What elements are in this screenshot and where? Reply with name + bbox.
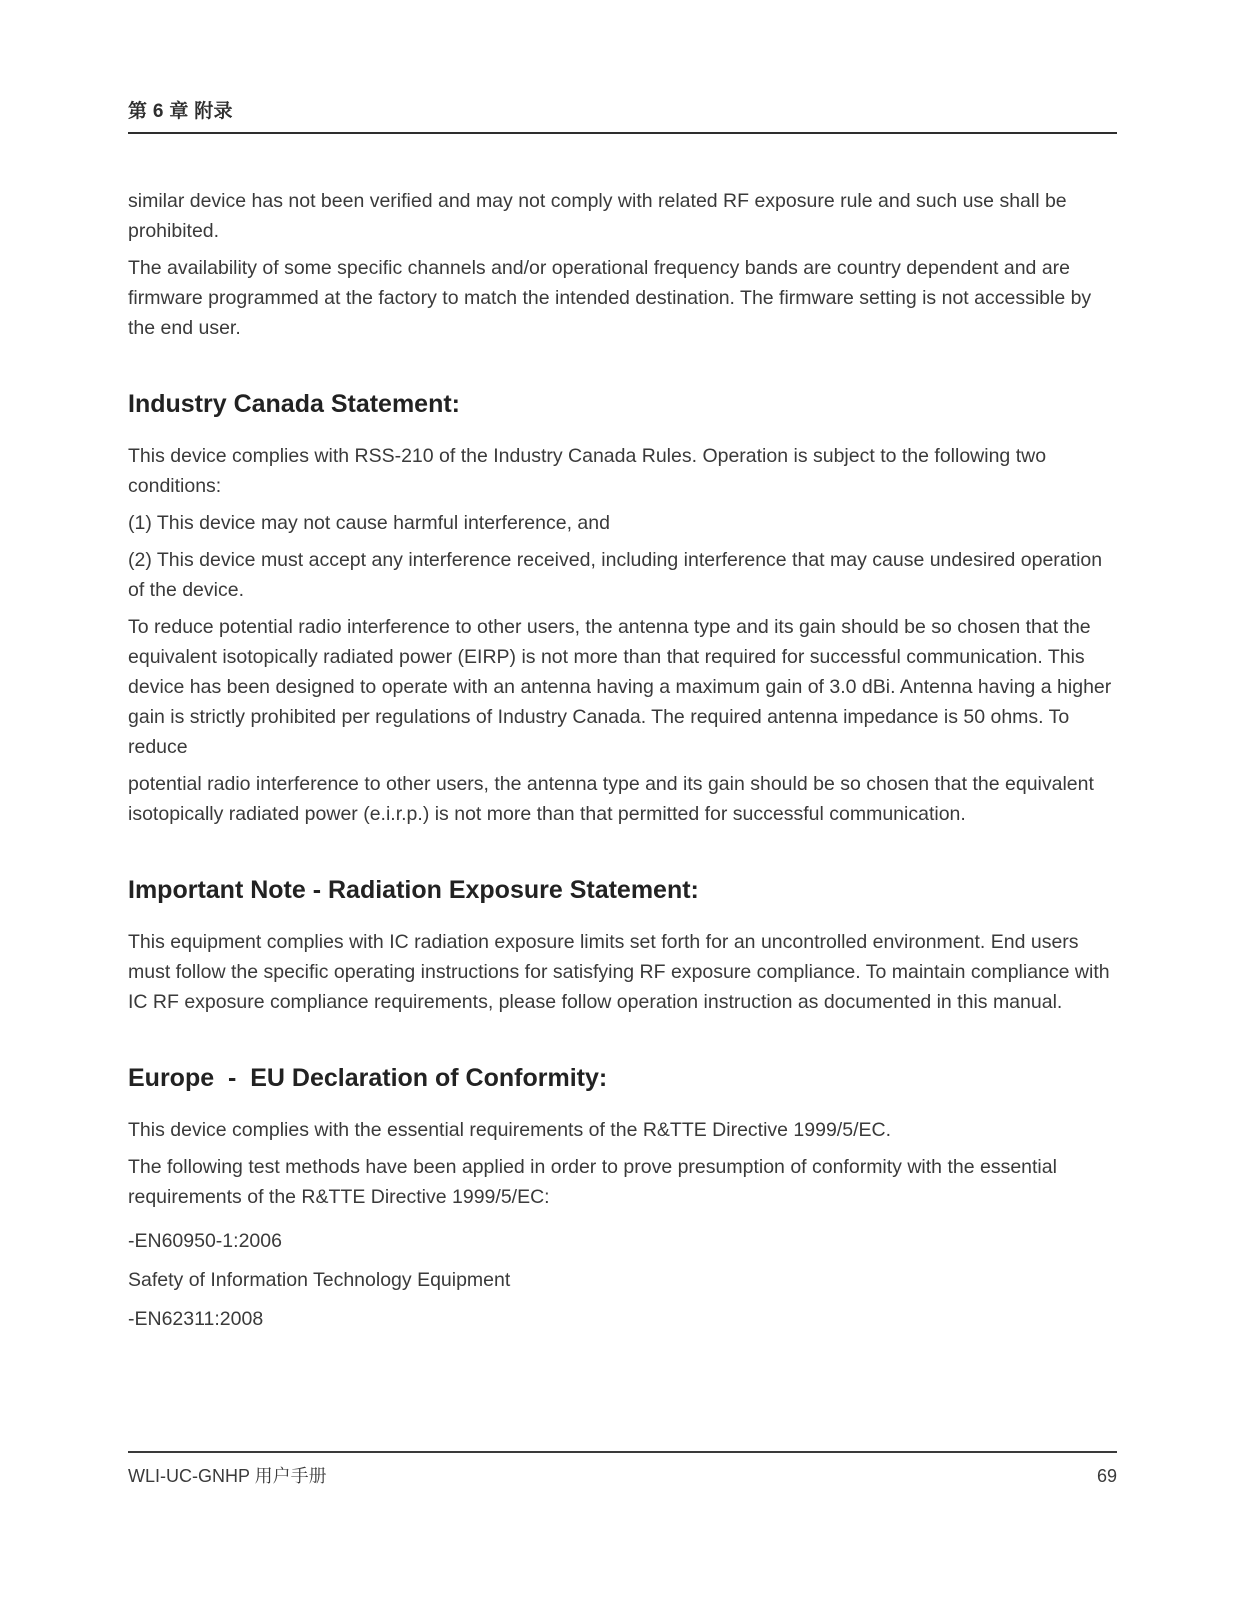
standard-line-safety: Safety of Information Technology Equipment <box>128 1269 511 1291</box>
page-body <box>128 134 1117 1334</box>
section-heading-eu-declaration: Europe - EU Declaration of Conformity: <box>128 1064 608 1092</box>
footer-rule <box>128 1451 1117 1453</box>
paragraph: This equipment complies with IC radiation exposure limits set forth for an uncontrolled environment. End users must follow the specific operating instructions for satisfying RF exposure compliance. To maintain compliance with IC RF exposure compliance requirements, please follow operation instruction as documented in this manual. <box>128 931 1110 1013</box>
page-footer <box>128 1451 1117 1488</box>
paragraph: This device complies with RSS-210 of the Industry Canada Rules. Operation is subject to the following two conditions: <box>128 445 1047 497</box>
paragraph: This device complies with the essential requirements of the R&TTE Directive 1999/5/EC. <box>128 1119 891 1141</box>
standard-line-en62311: -EN62311:2008 <box>128 1308 264 1330</box>
section-heading-industry-canada: Industry Canada Statement: <box>128 390 461 418</box>
footer-row <box>128 1462 1117 1488</box>
chapter-title: 第 6 章 附录 <box>128 101 233 122</box>
page-number: 69 <box>1096 1466 1117 1486</box>
section-heading-radiation-exposure: Important Note - Radiation Exposure Statement: <box>128 876 699 904</box>
standard-line-en60950: -EN60950-1:2006 <box>128 1230 282 1252</box>
paragraph: potential radio interference to other users, the antenna type and its gain should be so chosen that the equivalent isotopically radiated power (e.i.r.p.) is not more than that permitted for successful communication. <box>128 773 1094 825</box>
page-header <box>128 0 1117 134</box>
paragraph-intro-1: similar device has not been verified and may not comply with related RF exposure rule and such use shall be prohibited. <box>128 190 1067 242</box>
manual-title: WLI-UC-GNHP 用户手册 <box>128 1466 327 1486</box>
paragraph-condition-1: (1) This device may not cause harmful interference, and <box>128 512 610 534</box>
paragraph: The following test methods have been applied in order to prove presumption of conformity with the essential requirements of the R&TTE Directive 1999/5/EC: <box>128 1156 1057 1208</box>
paragraph-intro-2: The availability of some specific channels and/or operational frequency bands are country dependent and are firmware programmed at the factory to match the intended destination. The firmware setting is not accessible by the end user. <box>128 257 1092 339</box>
paragraph-condition-2: (2) This device must accept any interference received, including interference that may cause undesired operation of the device. <box>128 549 1103 601</box>
paragraph: To reduce potential radio interference to other users, the antenna type and its gain should be so chosen that the equivalent isotopically radiated power (EIRP) is not more than that required for successful communication. This device has been designed to operate with an antenna having a maximum gain of 3.0 dBi. Antenna having a higher gain is strictly prohibited per regulations of Industry Canada. The required antenna impedance is 50 ohms. To reduce <box>128 616 1112 758</box>
